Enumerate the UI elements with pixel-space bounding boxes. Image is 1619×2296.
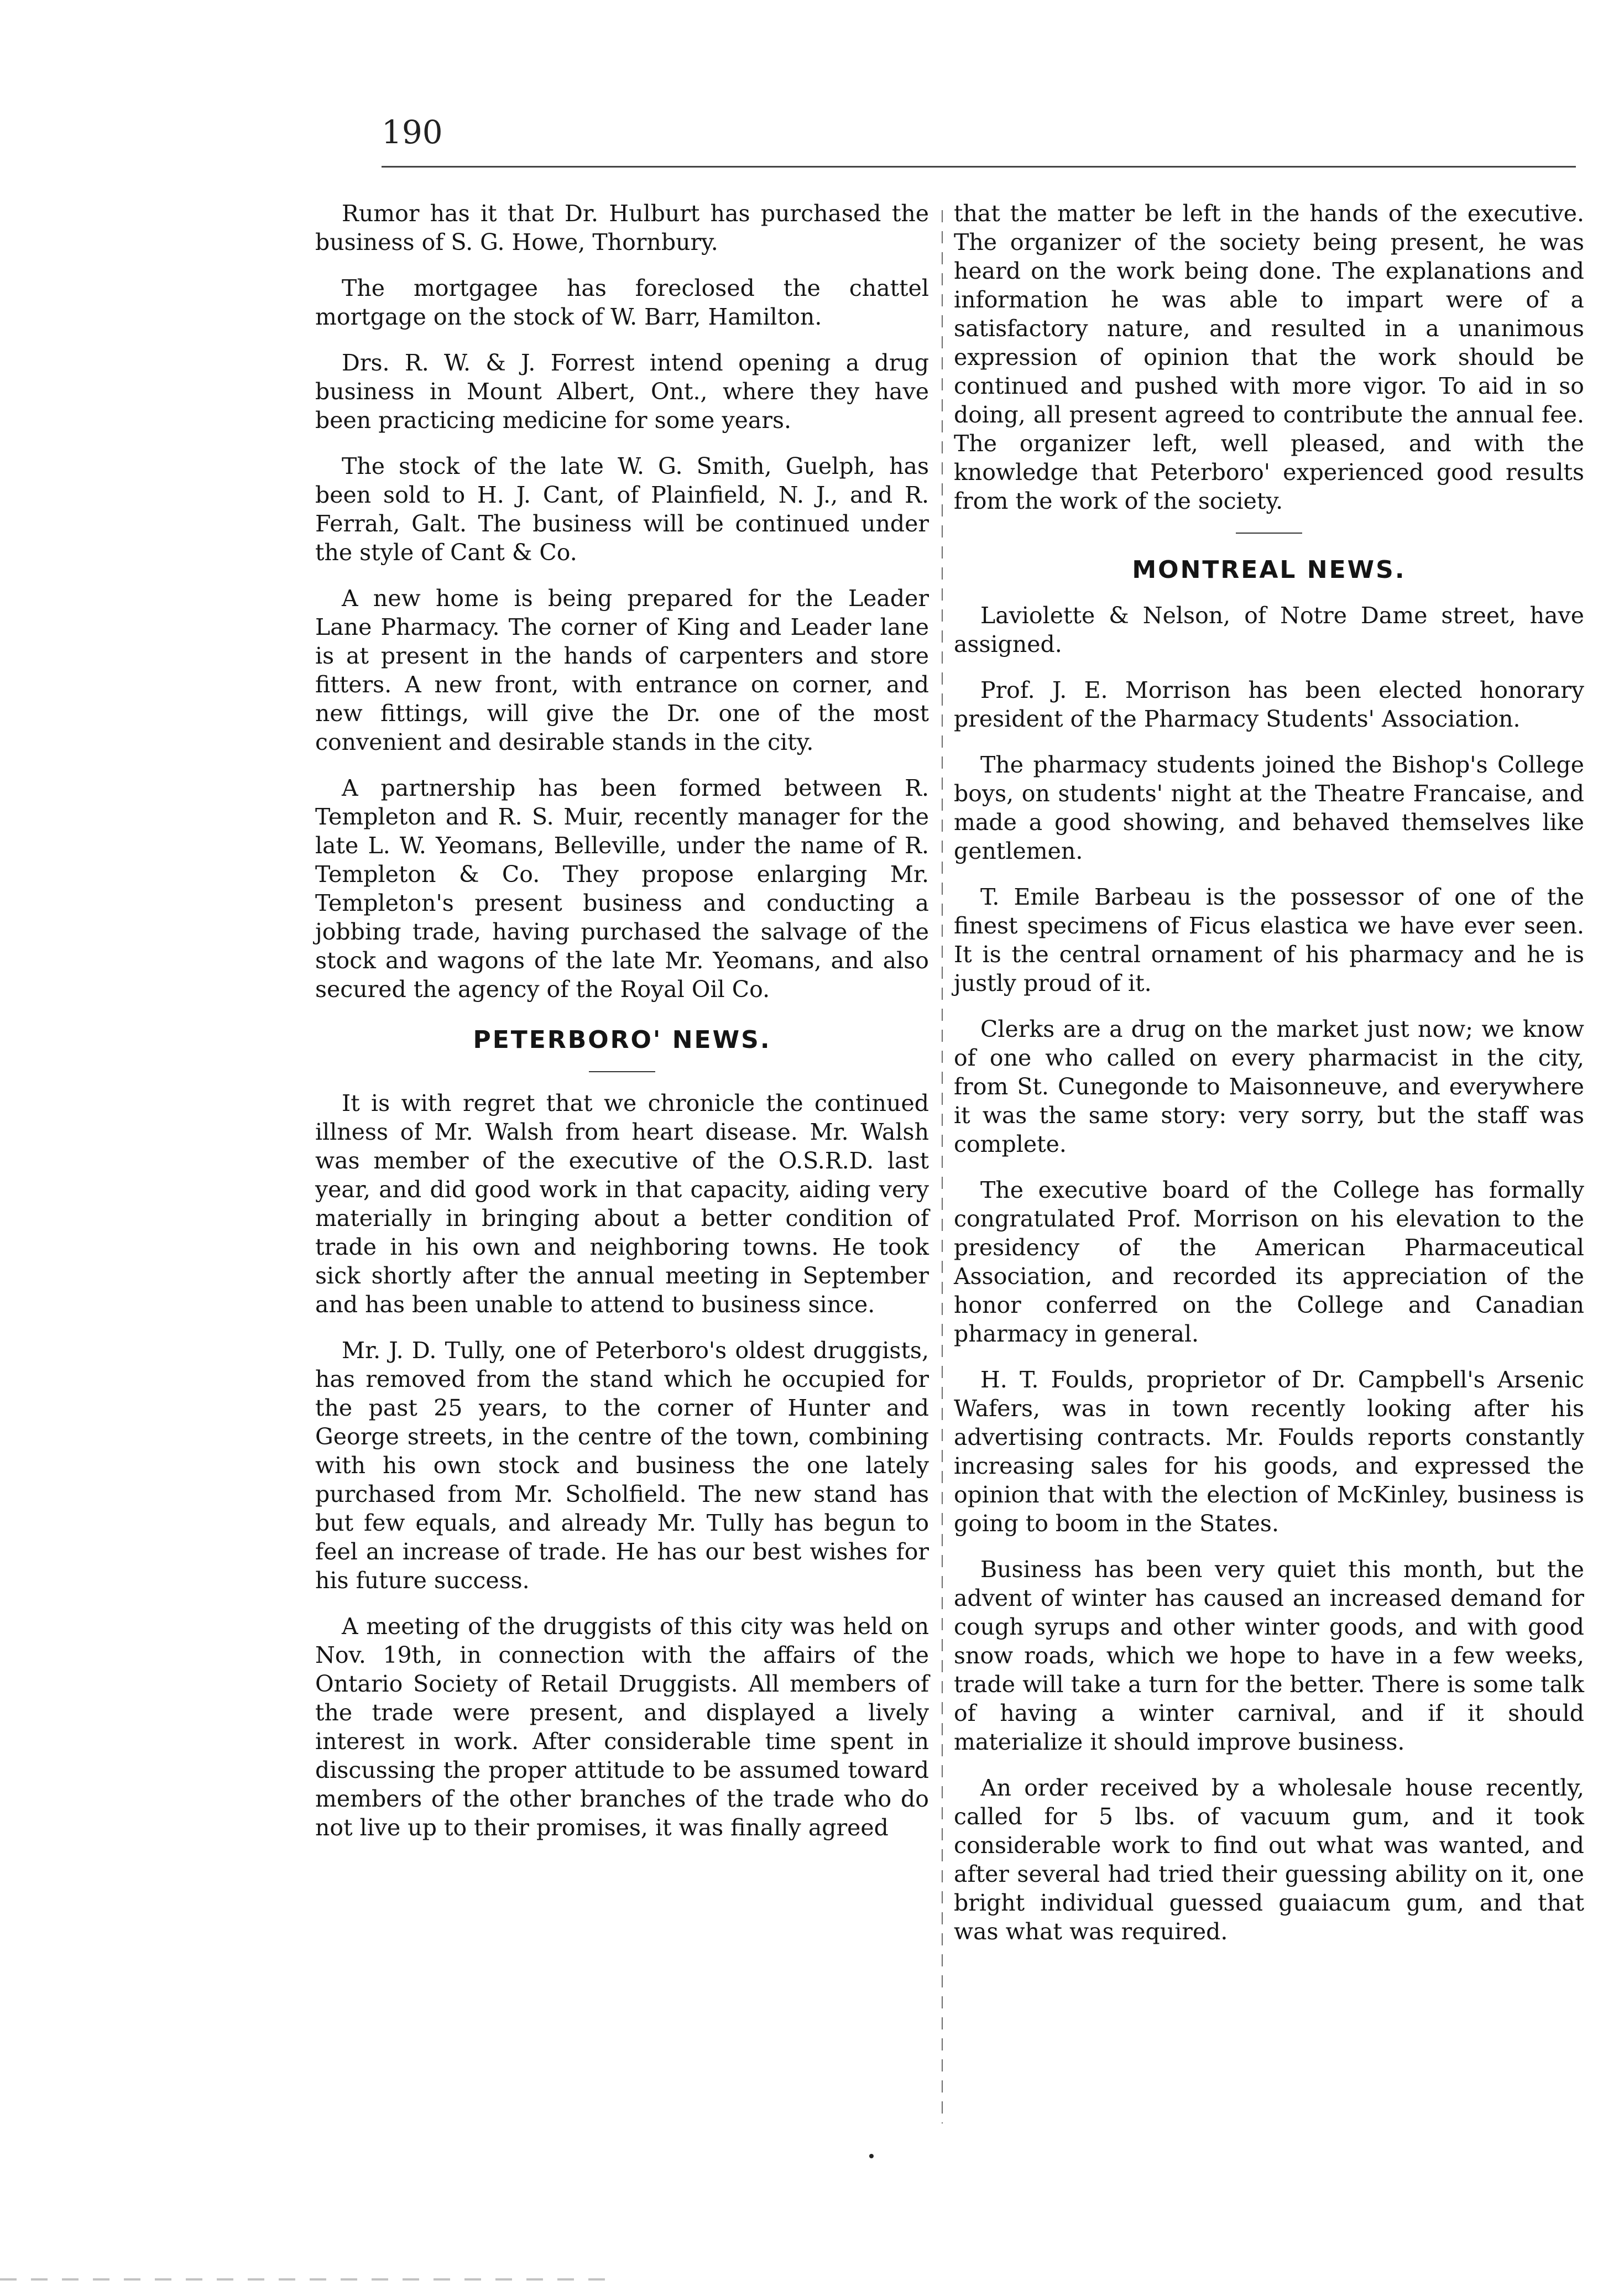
peterboro-news-heading: PETERBORO' NEWS. bbox=[473, 1026, 771, 1054]
news-item: A new home is being prepared for the Leader Lane Pharmacy. The corner of King and Leader lane is at present in the hands of carpenters and store fitters. A new front, with entrance on corner, and new fittings, will give the Dr. one of the most convenient and desirable stands in the city. bbox=[315, 585, 929, 755]
news-item: Clerks are a drug on the market just now; we know of one who called on every pharmacist in the city, from St. Cunegonde to Maisonneuve, and everywhere it was the same story: very sorry, but the staff was complete. bbox=[954, 1016, 1584, 1157]
continued-paragraph: that the matter be left in the hands of the executive. The organizer of the society being present, he was heard on the work being done. The explanations and information he was able to impart were of a satisfactory nature, and resulted in a unanimous expression of opinion that the work should be continued and pushed with more vigor. To aid in so doing, all present agreed to contribute the annual fee. The organizer left, well pleased, and with the knowledge that Peterboro' experienced good results from the work of the society. bbox=[954, 200, 1584, 514]
news-item: Rumor has it that Dr. Hulburt has purchased the business of S. G. Howe, Thornbury. bbox=[315, 200, 929, 255]
news-item: Prof. J. E. Morrison has been elected honorary president of the Pharmacy Students' Association. bbox=[954, 677, 1584, 732]
news-item: H. T. Foulds, proprietor of Dr. Campbell's Arsenic Wafers, was in town recently looking after his advertising contracts. Mr. Foulds reports constantly increasing sales for his goods, and expressed the opinion that with the election of McKinley, business is going to boom in the States. bbox=[954, 1366, 1584, 1537]
news-item: It is with regret that we chronicle the continued illness of Mr. Walsh from heart disease. Mr. Walsh was member of the executive of the O.S.R.D. last year, and did good work in that capacity, aiding very materially in bringing about a better condition of trade in his own and neighboring towns. He took sick shortly after the annual meeting in September and has been unable to attend to business since. bbox=[315, 1090, 929, 1318]
news-item: Mr. J. D. Tully, one of Peterboro's oldest druggists, has removed from the stand which he occupied for the past 25 years, to the corner of Hunter and George streets, in the centre of the town, combining with his own stock and business the one lately purchased from Mr. Scholfield. The new stand has but few equals, and already Mr. Tully has begun to feel an increase of trade. He has our best wishes for his future success. bbox=[315, 1337, 929, 1594]
heading-rule bbox=[589, 1071, 655, 1072]
right-column bbox=[954, 199, 1584, 1963]
montreal-news-heading: MONTREAL NEWS. bbox=[1132, 556, 1406, 584]
scan-edge-marks bbox=[0, 2278, 608, 2281]
news-item: A partnership has been formed between R. Templeton and R. S. Muir, recently manager for the late L. W. Yeomans, Belleville, under the name of R. Templeton & Co. They propose enlarging Mr. Templeton's present business and conducting a jobbing trade, having purchased the salvage of the stock and wagons of the late Mr. Yeomans, and also secured the agency of the Royal Oil Co. bbox=[315, 775, 929, 1003]
header-rule bbox=[382, 166, 1576, 168]
page-number: 190 bbox=[382, 113, 443, 151]
news-item: Business has been very quiet this month, but the advent of winter has caused an increased demand for cough syrups and other winter goods, and with good snow roads, which we hope to have in a few weeks, trade will take a turn for the better. There is some talk of having a winter carnival, and if it should materialize it should improve business. bbox=[954, 1556, 1584, 1755]
news-item: The pharmacy students joined the Bishop's College boys, on students' night at the Theatre Francaise, and made a good showing, and behaved themselves like gentlemen. bbox=[954, 752, 1584, 864]
left-column bbox=[315, 199, 929, 1859]
news-item: An order received by a wholesale house recently, called for 5 lbs. of vacuum gum, and it took considerable work to find out what was wanted, and after several had tried their guessing ability on it, one bright individual guessed guaiacum gum, and that was what was required. bbox=[954, 1775, 1584, 1945]
news-item: A meeting of the druggists of this city was held on Nov. 19th, in connection with the affairs of the Ontario Society of Retail Druggists. All members of the trade were present, and displayed a lively interest in work. After considerable time spent in discussing the proper attitude to be assumed toward members of the other branches of the trade who do not live up to their promises, it was finally agreed bbox=[315, 1613, 929, 1841]
news-item: The mortgagee has foreclosed the chattel mortgage on the stock of W. Barr, Hamilton. bbox=[315, 275, 929, 330]
printer-mark bbox=[869, 2154, 874, 2158]
news-item: The executive board of the College has formally congratulated Prof. Morrison on his elevation to the presidency of the American Pharmaceutical Association, and recorded its appreciation of the honor conferred on the College and Canadian pharmacy in general. bbox=[954, 1177, 1584, 1347]
news-item: Drs. R. W. & J. Forrest intend opening a drug business in Mount Albert, Ont., where they have been practicing medicine for some years. bbox=[315, 349, 929, 434]
column-divider bbox=[942, 210, 943, 2123]
section-divider-rule bbox=[1236, 533, 1302, 534]
news-item: The stock of the late W. G. Smith, Guelph, has been sold to H. J. Cant, of Plainfield, N. J., and R. Ferrah, Galt. The business will be continued under the style of Cant & Co. bbox=[315, 453, 929, 566]
news-item: T. Emile Barbeau is the possessor of one of the finest specimens of Ficus elastica we have ever seen. It is the central ornament of his pharmacy and he is justly proud of it. bbox=[954, 884, 1584, 996]
news-item: Laviolette & Nelson, of Notre Dame street, have assigned. bbox=[954, 602, 1584, 658]
